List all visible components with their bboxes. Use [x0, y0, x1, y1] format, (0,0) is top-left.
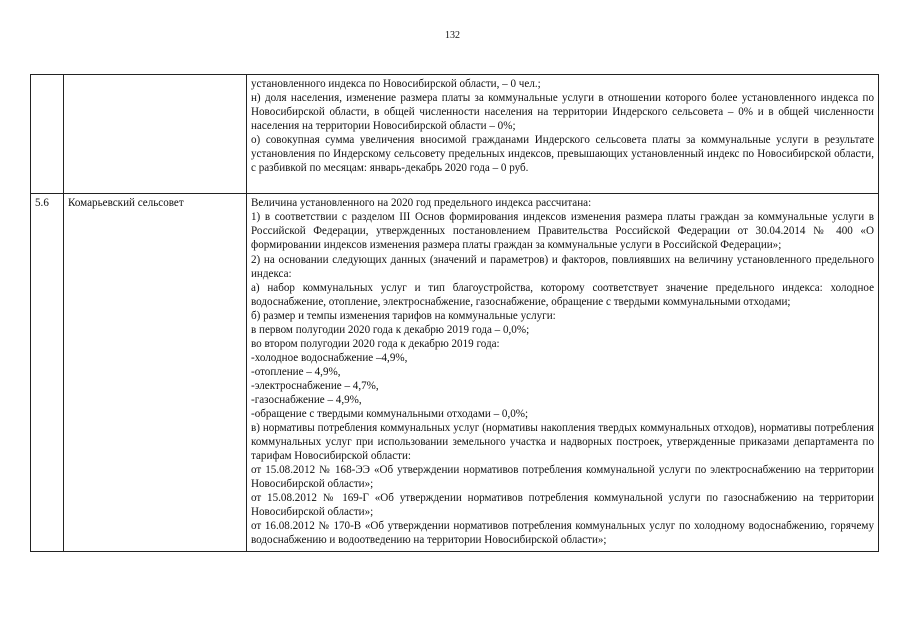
page-number: 132 [445, 30, 460, 41]
paragraph: 1) в соответствии с разделом III Основ формирования индексов изменения размера платы граждан за коммунальные услуги в Российской Федерации, утвержденных постановлением Правительства Российской Федерации от 30.04.2014 № 400 «О формировании индексов изменения размера платы граждан за коммунальные услуги в Российской Федерации»; [251, 211, 874, 252]
paragraph: о) совокупная сумма увеличения вносимой гражданами Индерского сельсовета платы за коммунальные услуги в результате установления по Индерскому сельсовету предельных индексов, превышающих установленный индекс по Новосибирской области, с разбивкой по месяцам: январь-декабрь 2020 года – 0 руб. [251, 134, 874, 175]
description-cell [247, 75, 879, 194]
paragraph: во втором полугодии 2020 года к декабрю 2019 года: [251, 337, 500, 350]
paragraph: н) доля населения, изменение размера платы за коммунальные услуги в отношении которого более установленного индекса по Новосибирской области, в общей численности населения на территории Индерского сельсовета – 0% и в общей численности населения на территории Новосибирской области – 0%; [251, 92, 874, 133]
paragraph: от 15.08.2012 № 169-Г «Об утверждении нормативов потребления коммунальной услуги по газоснабжению на территории Новосибирской области»; [251, 492, 874, 519]
paragraph: -газоснабжение – 4,9%, [251, 393, 362, 406]
paragraph: -обращение с твердыми коммунальными отходами – 0,0%; [251, 408, 529, 421]
row-number [31, 75, 64, 194]
table-row [31, 75, 879, 194]
description-cell [247, 194, 879, 551]
paragraph: а) набор коммунальных услуг и тип благоустройства, которому соответствует значение предельного индекса: холодное водоснабжение, отопление, электроснабжение, газоснабжение, обращение с твердыми коммунальными отходами; [251, 281, 874, 308]
paragraph: Величина установленного на 2020 год предельного индекса рассчитана: [251, 197, 592, 210]
paragraph: в) нормативы потребления коммунальных услуг (нормативы накопления твердых коммунальных отходов), нормативы потребления коммунальных услуг при использовании земельного участка и надворных построек, утвержденные приказами департамента по тарифам Новосибирской области: [251, 422, 874, 463]
document-table [30, 74, 879, 552]
paragraph: от 16.08.2012 № 170-В «Об утверждении нормативов потребления коммунальных услуг по холодному водоснабжению, горячему водоснабжению и водоотведению на территории Новосибирской области»; [251, 520, 874, 547]
municipality-name: Комарьевский сельсовет [64, 194, 247, 551]
paragraph: в первом полугодии 2020 года к декабрю 2019 года – 0,0%; [251, 323, 530, 336]
municipality-name [64, 75, 247, 194]
paragraph: 2) на основании следующих данных (значений и параметров) и факторов, повлиявших на величину установленного предельного индекса: [251, 253, 874, 280]
paragraph: б) размер и темпы изменения тарифов на коммунальные услуги: [251, 309, 556, 322]
paragraph: установленного индекса по Новосибирской области, – 0 чел.; [251, 78, 541, 90]
row-number: 5.6 [31, 194, 64, 551]
table-row [31, 194, 879, 551]
paragraph: -отопление – 4,9%, [251, 365, 341, 378]
paragraph: -холодное водоснабжение –4,9%, [251, 351, 408, 364]
paragraph: -электроснабжение – 4,7%, [251, 379, 379, 392]
paragraph: от 15.08.2012 № 168-ЭЭ «Об утверждении нормативов потребления коммунальной услуги по электроснабжению на территории Новосибирской области»; [251, 464, 874, 491]
